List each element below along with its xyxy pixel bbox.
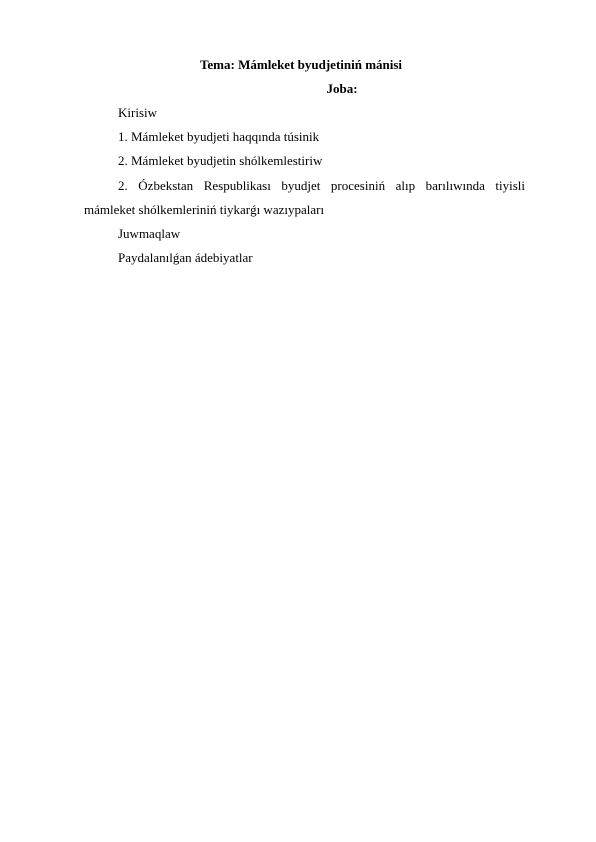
document-title: Tema: Mámleket byudjetiniń mánisi — [199, 57, 403, 72]
plan-heading: Joba: — [326, 81, 358, 96]
plan-item-references: Paydalanılǵan ádebiyatlar — [118, 250, 253, 265]
plan-item-2: 2. Mámleket byudjetin shólkemlestiriw — [118, 153, 323, 168]
plan-item-introduction: Kirisiw — [118, 105, 157, 120]
plan-item-conclusion: Juwmaqlaw — [118, 226, 181, 241]
plan-item-1: 1. Mámleket byudjeti haqqında túsinik — [118, 129, 320, 144]
plan-item-3-line-2: mámleket shólkemleriniń tiykarǵı wazıypaları — [84, 202, 325, 217]
plan-item-3-line-1: 2. Ózbekstan Respublikası byudjet procesiniń alıp barılıwında tiyisli — [118, 178, 525, 193]
